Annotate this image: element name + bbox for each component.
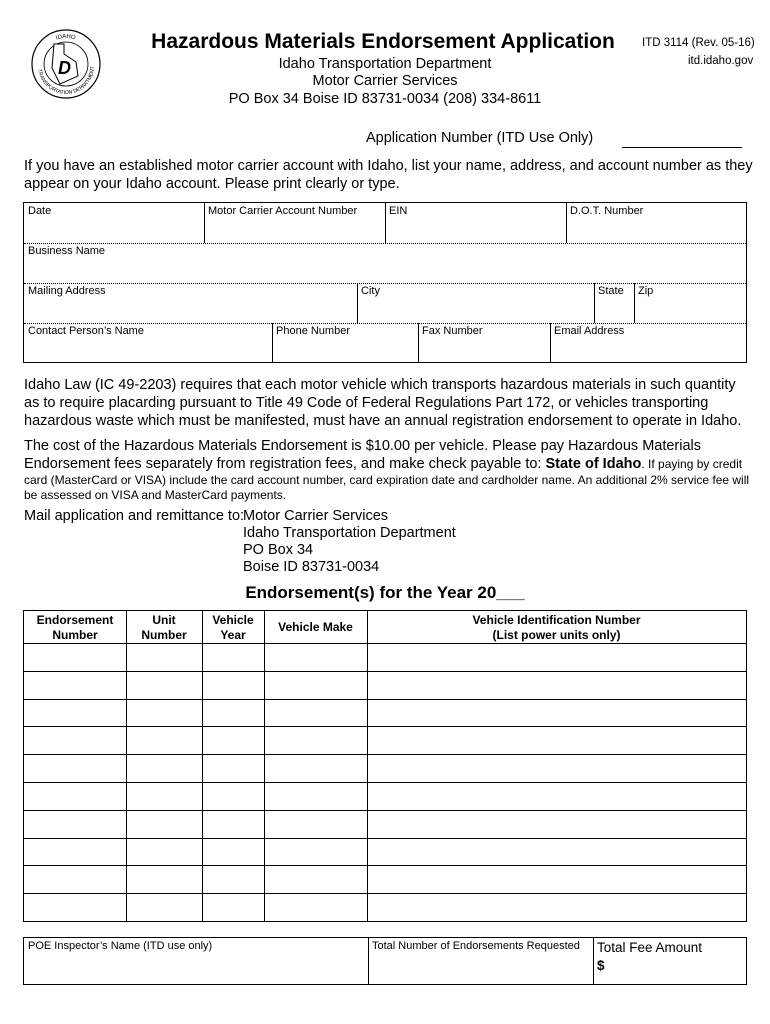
cost-line-1: The cost of the Hazardous Materials Endorsement is $10.00 per vehicle. Please pay Hazardous Materials [24, 438, 702, 454]
mailing-address-field[interactable]: Mailing Address [28, 285, 106, 297]
date-field[interactable]: Date [28, 205, 52, 217]
contact-person-field[interactable]: Contact Person’s Name [28, 325, 144, 337]
logo-ring-top: IDAHO [55, 33, 77, 42]
table-row[interactable] [24, 782, 746, 811]
logo-letter: D [58, 58, 71, 78]
endorsements-table [23, 610, 747, 922]
state-field[interactable]: State [598, 285, 624, 297]
mail-address [243, 508, 456, 576]
col-header-vin: Vehicle Identification Number (List power units only) [472, 613, 641, 642]
account-number-field[interactable]: Motor Carrier Account Number [208, 205, 358, 217]
endorsements-title: Endorsement(s) for the Year 20___ [245, 583, 525, 602]
table-row[interactable] [24, 838, 746, 867]
payee: State of Idaho [545, 456, 642, 472]
website: itd.idaho.gov [688, 55, 754, 67]
fax-field[interactable]: Fax Number [422, 325, 483, 337]
application-number-field[interactable] [622, 147, 742, 148]
table-row[interactable] [24, 643, 746, 671]
cost-line-2: Endorsement fees separately from registration fees, and make check payable to: State of Idaho. If paying by credit [24, 456, 743, 472]
email-field[interactable]: Email Address [554, 325, 625, 337]
footer-box [23, 937, 747, 985]
form-title: Hazardous Materials Endorsement Application [151, 30, 615, 53]
table-row[interactable] [24, 810, 746, 839]
logo-ring-bottom: TRANSPORTATION DEPARTMENT [36, 66, 97, 97]
table-row[interactable] [24, 671, 746, 700]
mail-line: Idaho Transportation Department [243, 525, 456, 541]
department-name: Idaho Transportation Department [278, 56, 492, 72]
col-header-unit-number: Unit Number [141, 613, 187, 642]
mail-label: Mail application and remittance to: [24, 508, 245, 524]
mail-line: Motor Carrier Services [243, 508, 389, 524]
intro-text: If you have an established motor carrier account with Idaho, list your name, address, and account number as they appear on your Idaho account. Please print clearly or type. [24, 158, 753, 192]
city-field[interactable]: City [361, 285, 380, 297]
phone-field[interactable]: Phone Number [276, 325, 350, 337]
total-endorsements-field[interactable]: Total Number of Endorsements Requested [372, 940, 580, 952]
col-header-vehicle-make: Vehicle Make [278, 620, 353, 634]
account-info-box [23, 202, 747, 363]
table-row[interactable] [24, 699, 746, 728]
col-header-vehicle-year: Vehicle Year [212, 613, 254, 642]
mail-line: Boise ID 83731-0034 [243, 559, 380, 575]
col-header-endorsement-number: Endorsement Number [36, 613, 114, 642]
poe-inspector-field[interactable]: POE Inspector’s Name (ITD use only) [28, 940, 213, 952]
table-row[interactable] [24, 865, 746, 894]
form-id: ITD 3114 (Rev. 05-16) [642, 37, 755, 49]
business-name-field[interactable]: Business Name [28, 245, 106, 257]
total-fee-field[interactable]: Total Fee Amount $ [593, 938, 746, 984]
table-row[interactable] [24, 754, 746, 783]
dollar-sign: $ [597, 958, 605, 973]
department-address: PO Box 34 Boise ID 83731-0034 (208) 334-8611 [228, 91, 542, 107]
application-number-label: Application Number (ITD Use Only) [366, 130, 594, 146]
mail-line: PO Box 34 [243, 542, 314, 558]
zip-field[interactable]: Zip [638, 285, 654, 297]
cost-paragraph [24, 437, 754, 503]
law-paragraph: Idaho Law (IC 49-2203) requires that each motor vehicle which transports hazardous materials in such quantity as to require placarding pursuant to Title 49 Code of Federal Regulations Part 172, or vehicles transporting hazardous waste which must be manifested, must have an annual registration endorsement to operate in Idaho. [24, 377, 742, 429]
table-row[interactable] [24, 726, 746, 755]
ein-field[interactable]: EIN [389, 205, 408, 217]
table-row[interactable] [24, 893, 746, 922]
cost-card-note: card (MasterCard or VISA) include the card account number, card expiration date and cardholder name. An additional 2% service fee will be assessed on VISA and MasterCard payments. [24, 473, 750, 502]
dot-number-field[interactable]: D.O.T. Number [570, 205, 644, 217]
division-name: Motor Carrier Services [312, 73, 458, 89]
